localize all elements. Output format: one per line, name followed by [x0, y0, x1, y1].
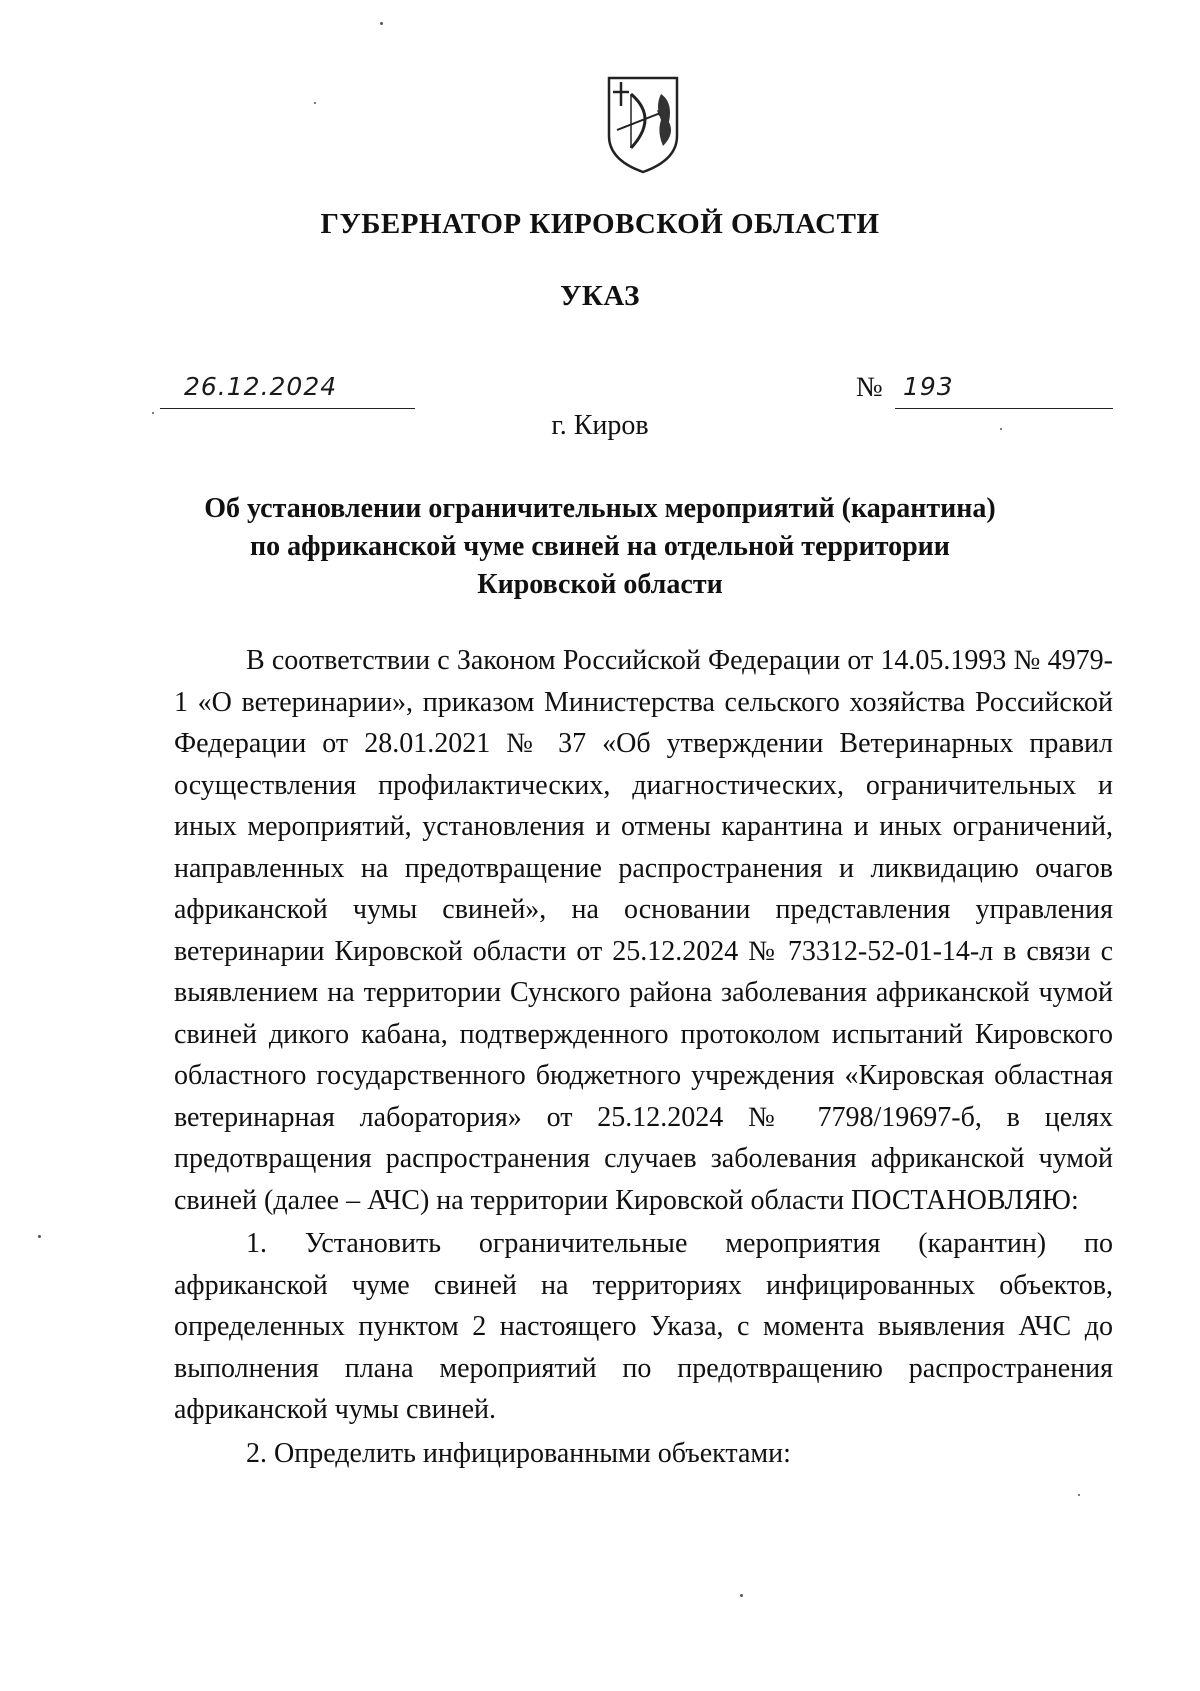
governor-title: ГУБЕРНАТОР КИРОВСКОЙ ОБЛАСТИ: [320, 208, 880, 240]
decree-number: 193: [903, 372, 954, 401]
subject-line: Об установлении ограничительных мероприятий (карантина): [204, 493, 996, 524]
scan-speck: [314, 102, 316, 104]
decree-body: [174, 640, 1113, 1474]
decree-date: 26.12.2024: [184, 372, 338, 401]
subject-line: по африканской чуме свиней на отдельной территории: [250, 531, 950, 562]
city: г. Киров: [551, 410, 649, 441]
date-field: [160, 372, 415, 409]
clause-2-paragraph: 2. Определить инфицированными объектами:: [246, 1437, 791, 1469]
scan-speck: [1000, 428, 1002, 430]
number-label: №: [856, 372, 883, 403]
clause-1-paragraph: 1. Установить ограничительные мероприятия (карантин) по африканской чуме свиней на территориях инфицированных объектов, определенных пунктом 2 настоящего Указа, с момента выявления АЧС до выполнения плана мероприятий по предотвращению распространения африканской чумы свиней.: [174, 1228, 1113, 1425]
decree-subject: [0, 490, 1200, 604]
scan-speck: [740, 1594, 743, 1597]
number-field: [895, 372, 1113, 409]
scan-speck: [152, 412, 154, 414]
subject-line: Кировской области: [477, 569, 723, 600]
scan-speck: [1078, 1494, 1080, 1496]
scan-speck: [38, 1235, 41, 1238]
kirov-coat-of-arms-icon: [603, 72, 683, 176]
decree-title: УКАЗ: [560, 280, 640, 312]
scan-speck: [380, 22, 383, 25]
preamble-paragraph: В соответствии с Законом Российской Федерации от 14.05.1993 № 4979-1 «О ветеринарии», приказом Министерства сельского хозяйства Российской Федерации от 28.01.2021 № 37 «Об утверждении Ветеринарных правил осуществления профилактических, диагностических, ограничительных и иных мероприятий, установления и отмены карантина и иных ограничений, направленных на предотвращение распространения и ликвидацию очагов африканской чумы свиней», на основании представления управления ветеринарии Кировской области от 25.12.2024 № 73312-52-01-14-л в связи с выявлением на территории Сунского района заболевания африканской чумой свиней дикого кабана, подтвержденного протоколом испытаний Кировского областного государственного бюджетного учреждения «Кировская областная ветеринарная лаборатория» от 25.12.2024 № 7798/19697-б, в целях предотвращения распространения случаев заболевания африканской чумой свиней (далее – АЧС) на территории Кировской области ПОСТАНОВЛЯЮ:: [174, 645, 1113, 1216]
